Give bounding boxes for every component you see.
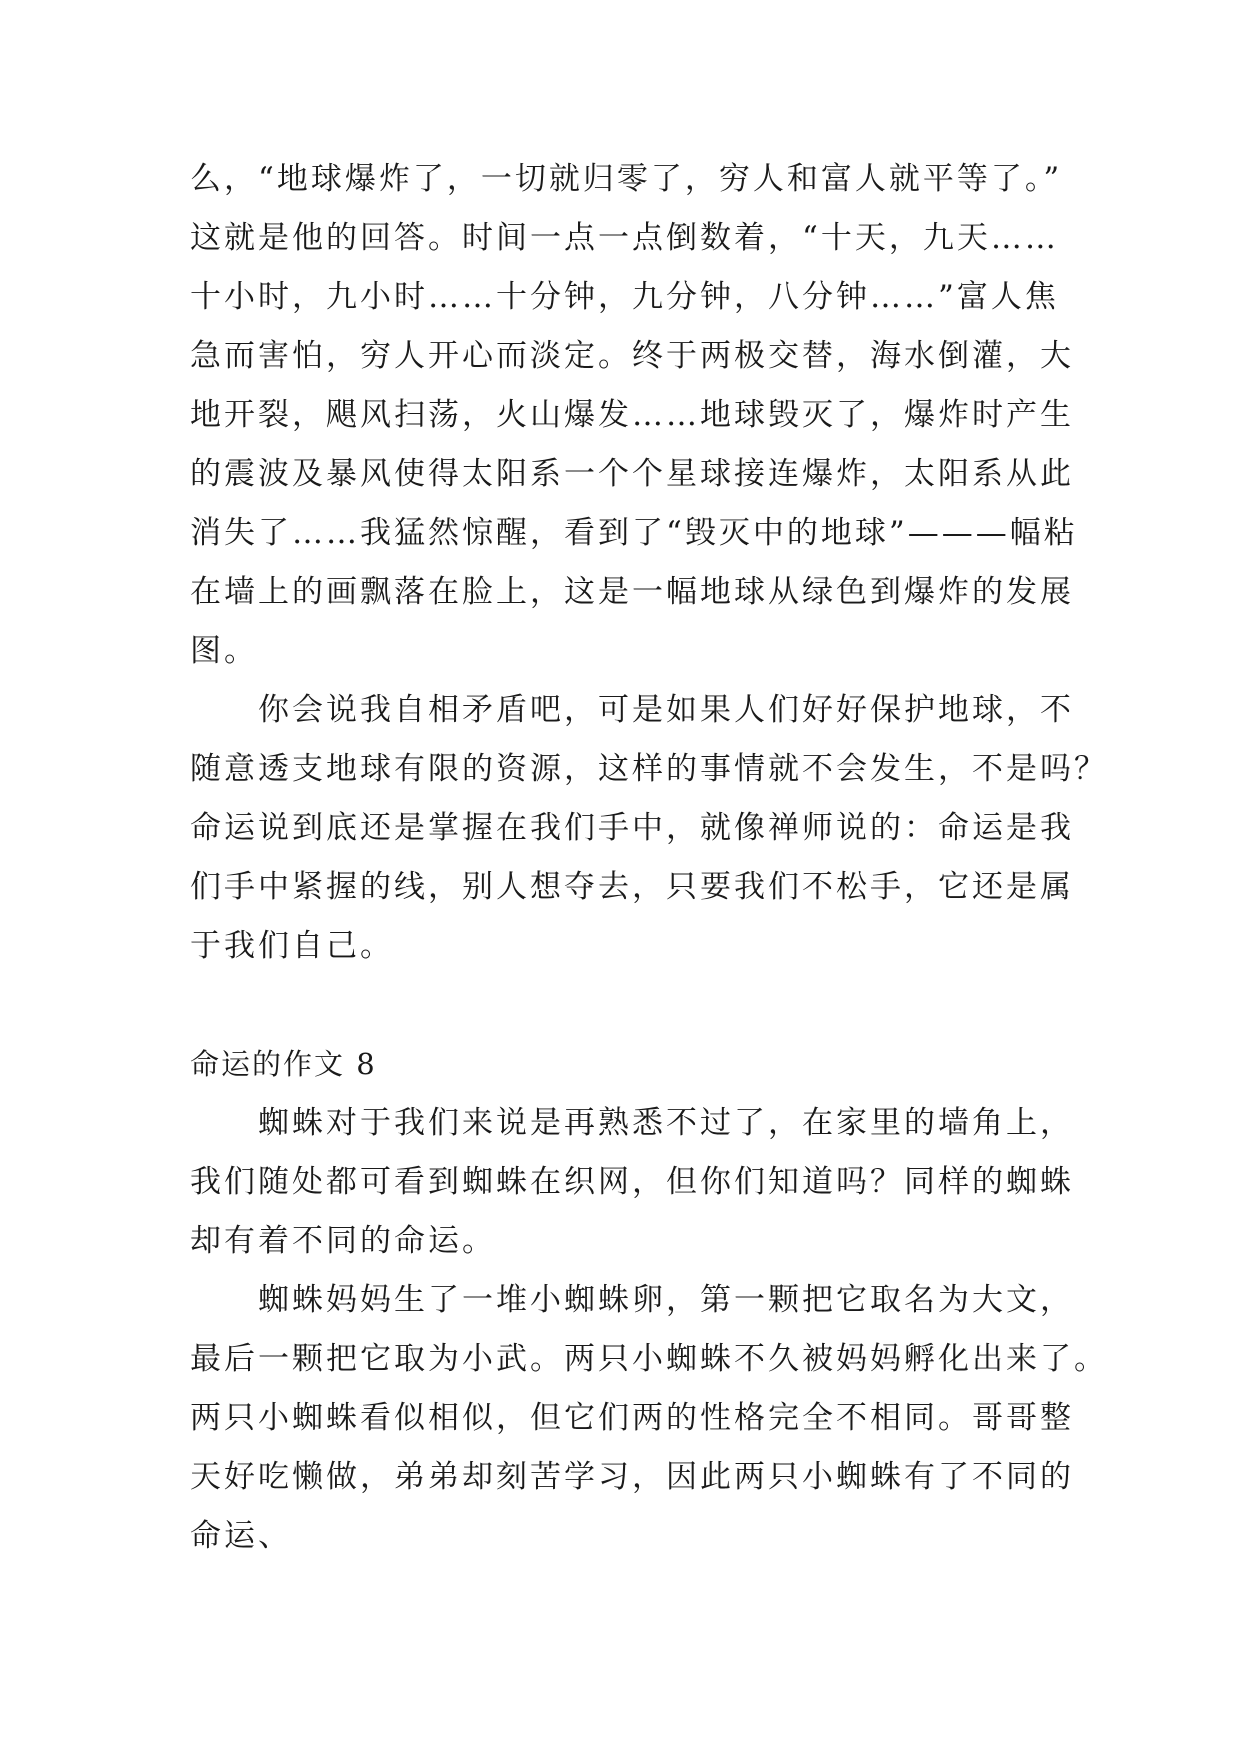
text-line: 么，“地球爆炸了，一切就归零了，穷人和富人就平等了。”: [190, 161, 1063, 197]
text-line: 消失了……我猛然惊醒，看到了“毁灭中的地球”———幅粘: [190, 515, 1078, 551]
text-line: 我们随处都可看到蜘蛛在织网，但你们知道吗？同样的蜘蛛: [190, 1164, 1074, 1200]
text-line: 蜘蛛对于我们来说是再熟悉不过了，在家里的墙角上，: [258, 1105, 1074, 1141]
section-heading: 命运的作文 8: [190, 1047, 377, 1081]
text-line: 你会说我自相矛盾吧，可是如果人们好好保护地球，不: [258, 692, 1074, 728]
text-line: 地开裂，飓风扫荡，火山爆发……地球毁灭了，爆炸时产生: [190, 397, 1074, 433]
text-line: 随意透支地球有限的资源，这样的事情就不会发生，不是吗？: [190, 751, 1108, 787]
text-line: 却有着不同的命运。: [190, 1223, 496, 1259]
text-line: 这就是他的回答。时间一点一点倒数着，“十天，九天……: [190, 220, 1059, 256]
text-line: 在墙上的画飘落在脸上，这是一幅地球从绿色到爆炸的发展: [190, 574, 1074, 610]
text-line: 天好吃懒做，弟弟却刻苦学习，因此两只小蜘蛛有了不同的: [190, 1459, 1074, 1495]
text-line: 最后一颗把它取为小武。两只小蜘蛛不久被妈妈孵化出来了。: [190, 1341, 1108, 1377]
text-line: 们手中紧握的线，别人想夺去，只要我们不松手，它还是属: [190, 869, 1074, 905]
text-line: 于我们自己。: [190, 928, 394, 964]
text-line: 两只小蜘蛛看似相似，但它们两的性格完全不相同。哥哥整: [190, 1400, 1074, 1436]
text-line: 急而害怕，穷人开心而淡定。终于两极交替，海水倒灌，大: [190, 338, 1074, 374]
text-line: 的震波及暴风使得太阳系一个个星球接连爆炸，太阳系从此: [190, 456, 1074, 492]
essay-8-paragraph-2: [190, 1271, 1108, 1566]
essay-8-heading-block: [190, 1035, 1060, 1094]
text-line: 十小时，九小时……十分钟，九分钟，八分钟……”富人焦: [190, 279, 1059, 315]
text-line: 图。: [190, 633, 258, 669]
text-line: 蜘蛛妈妈生了一堆小蜘蛛卵，第一颗把它取名为大文，: [258, 1282, 1074, 1318]
essay-8-paragraph-1: [190, 1094, 1074, 1271]
text-line: 命运说到底还是掌握在我们手中，就像禅师说的：命运是我: [190, 810, 1074, 846]
essay-7-paragraph-ending: [190, 150, 1078, 681]
text-line: 命运、: [190, 1518, 292, 1554]
essay-7-conclusion-paragraph: [190, 681, 1108, 976]
